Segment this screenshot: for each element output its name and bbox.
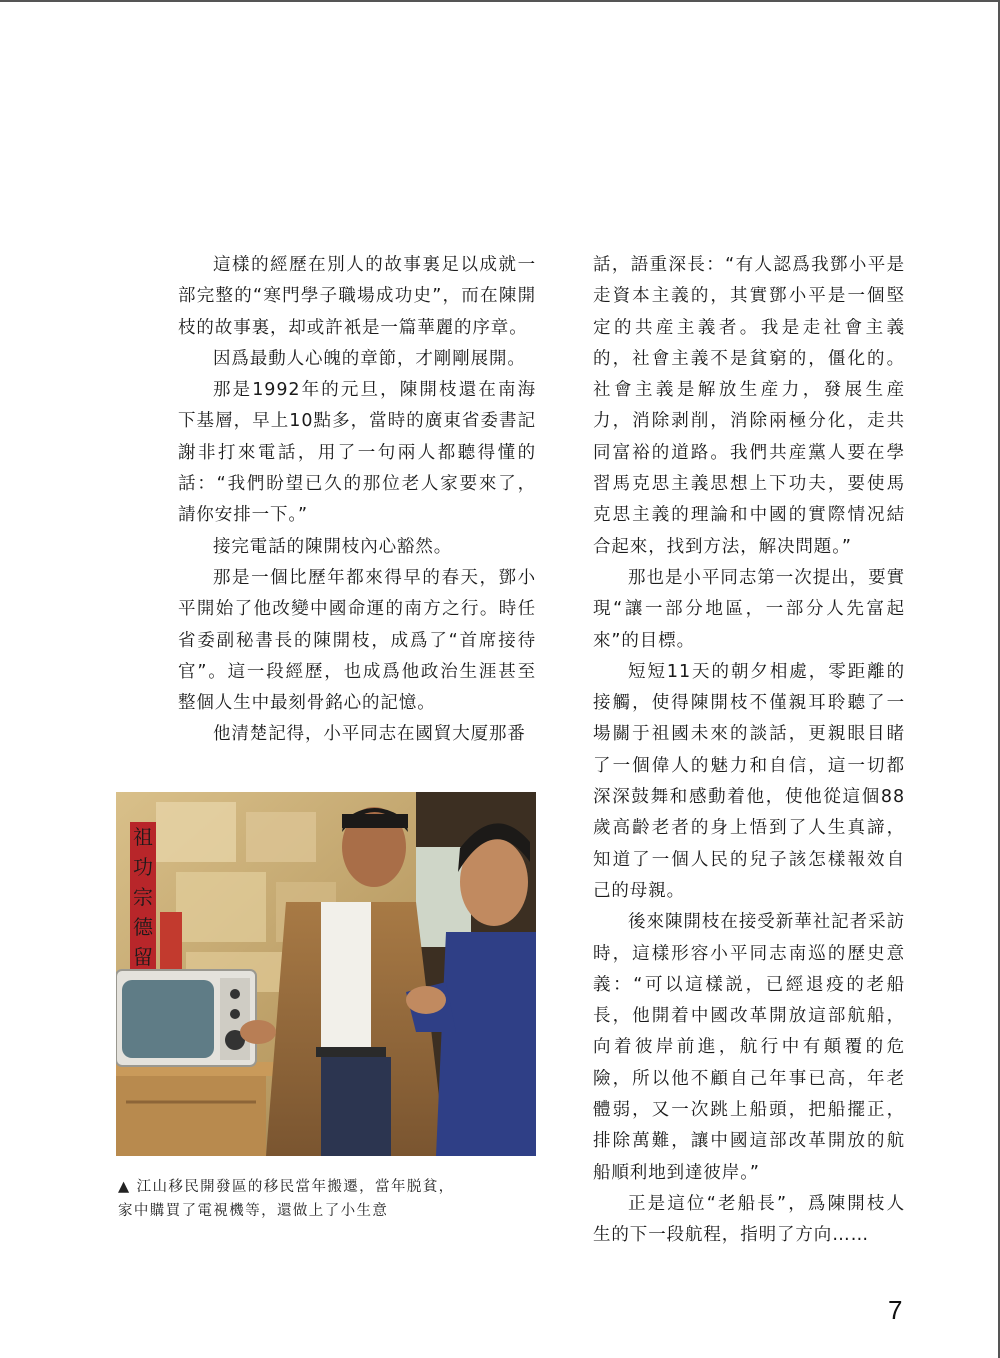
poster-character: 祖 (133, 825, 153, 849)
caption-line: 家中購買了電視機等，還做上了小生意 (118, 1203, 389, 1219)
poster-character: 留 (133, 945, 153, 969)
page-number: 7 (888, 1295, 903, 1325)
caption-line: ▲ 江山移民開發區的移民當年搬遷，當年脱貧， (118, 1179, 455, 1195)
paragraph-continuation: 話，語重深長：“有人認爲我鄧小平是走資本主義的，其實鄧小平是一個堅定的共産主義者。我是走社會主義的，社會主義不是貧窮的，僵化的。社會主義是解放生産力，發展生産力，消除剥削，消除兩極分化，走共同富裕的道路。我們共産黨人要在學習馬克思主義思想上下功夫，要使馬克思主義的理論和中國的實際情况結合起來，找到方法，解决問題。” (593, 255, 905, 557)
paragraph: 正是這位“老船長”，爲陳開枝人生的下一段航程，指明了方向…… (593, 1193, 905, 1246)
triangle-marker-icon: ▲ (118, 1179, 131, 1195)
paragraph: 那是1992年的元旦，陳開枝還在南海下基層，早上10點多，當時的廣東省委書記謝非打來電話，用了一句兩人都聽得懂的話：“我們盼望已久的那位老人家要來了，請你安排一下。” (178, 380, 536, 526)
paragraph: 短短11天的朝夕相處，零距離的接觸，使得陳開枝不僅親耳聆聽了一場關于祖國未來的談話，更親眼目睹了一個偉人的魅力和自信，這一切都深深鼓舞和感動着他，使他從這個88歲高齡老者的身上悟到了人生真諦，知道了一個人民的兒子該怎樣報效自己的母親。 (593, 661, 905, 901)
poster-character: 德 (133, 915, 153, 939)
paragraph: 那也是小平同志第一次提出，要實現“讓一部分地區，一部分人先富起來”的目標。 (593, 567, 905, 651)
article-photo (116, 792, 536, 1156)
paragraph: 他清楚記得，小平同志在國貿大厦那番 (213, 724, 526, 745)
paragraph: 那是一個比歷年都來得早的春天，鄧小平開始了他改變中國命運的南方之行。時任省委副秘書長的陳開枝，成爲了“首席接待官”。這一段經歷，也成爲他政治生涯甚至整個人生中最刻骨銘心的記憶。 (178, 567, 536, 714)
paragraph: 後來陳開枝在接受新華社記者采訪時，這樣形容小平同志南巡的歷史意義：“可以這樣説，已經退疫的老船長，他開着中國改革開放這部航船，向着彼岸前進，航行中有顛覆的危險，所以他不顧自己年事已高，年老體弱，又一次跳上船頭，把船擺正，排除萬難，讓中國這部改革開放的航船順利地到達彼岸。” (593, 912, 905, 1183)
poster-character: 功 (133, 855, 153, 879)
poster-character: 宗 (133, 885, 153, 909)
right-text-column (593, 250, 905, 1252)
page-border-top (0, 0, 1000, 2)
paragraph: 因爲最動人心魄的章節，才剛剛展開。 (213, 348, 526, 369)
paragraph: 接完電話的陳開枝內心豁然。 (213, 536, 453, 557)
left-text-column (178, 250, 536, 751)
paragraph: 這樣的經歷在別人的故事裏足以成就一部完整的“寒門學子職場成功史”，而在陳開枝的故事裏，却或許衹是一篇華麗的序章。 (178, 255, 536, 338)
photo-caption (118, 1175, 538, 1223)
